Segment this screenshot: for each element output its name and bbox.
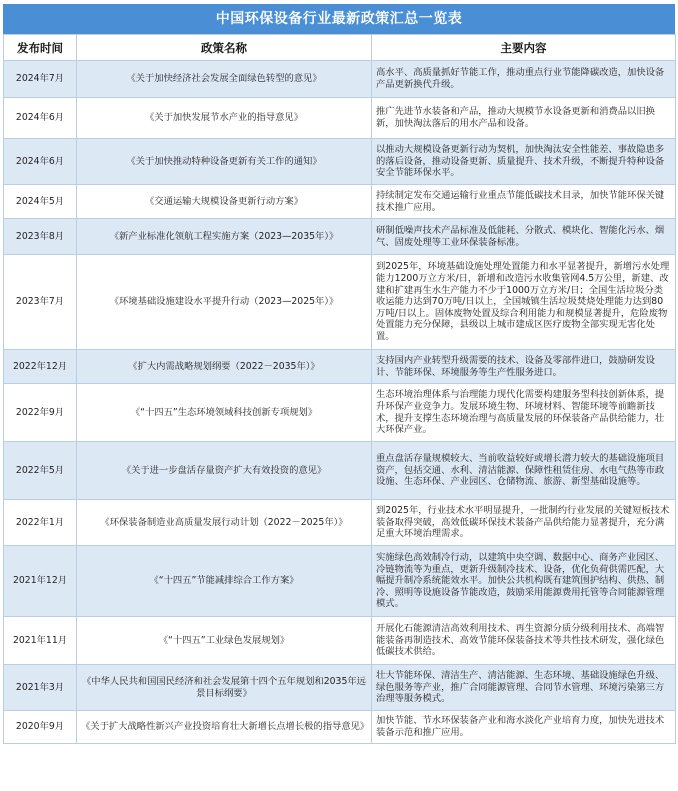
cell-date: 2022年12月 (4, 350, 77, 384)
table-row (4, 185, 676, 219)
table-row (4, 546, 676, 617)
cell-main-content: 生态环境治理体系与治理能力现代化需要构建服务型科技创新体系，提升环保产业竞争力。发展环境生物、环境材料、智能环境等前瞻新技术，提升支撑生态环境治理与高质量发展的环保装备产品供给能力，壮大环保产业。 (372, 384, 676, 442)
cell-main-content: 实施绿色高效制冷行动，以建筑中央空调、数据中心、商务产业园区、冷链物流等为重点，更新升级制冷技术、设备，优化负荷供需匹配，大幅提升制冷系统能效水平。加快公共机构既有建筑围护结构、供热、制冷、照明等设施设备节能改造，鼓励采用能源费用托管等合同能源管理模式。 (372, 546, 676, 617)
cell-policy-name: 《“十四五”工业绿色发展规划》 (77, 617, 372, 665)
table-row (4, 711, 676, 744)
table-row (4, 61, 676, 98)
table-row (4, 617, 676, 665)
cell-main-content: 高水平、高质量抓好节能工作，推动重点行业节能降碳改造，加快设备产品更新换代升级。 (372, 61, 676, 98)
cell-main-content: 壮大节能环保、清洁生产、清洁能源、生态环境、基础设施绿色升级、绿色服务等产业，推广合同能源管理、合同节水管理、环境污染第三方治理等服务模式。 (372, 665, 676, 711)
table-body (4, 61, 676, 744)
header-policy-name: 政策名称 (77, 35, 372, 61)
cell-date: 2023年7月 (4, 255, 77, 350)
table-title: 中国环保设备行业最新政策汇总一览表 (3, 4, 675, 34)
header-date: 发布时间 (4, 35, 77, 61)
table-row (4, 139, 676, 185)
cell-main-content: 加快节能、节水环保装备产业和海水淡化产业培育力度，加快先进技术装备示范和推广应用。 (372, 711, 676, 744)
cell-date: 2021年11月 (4, 617, 77, 665)
cell-policy-name: 《新产业标准化领航工程实施方案（2023—2035年）》 (77, 219, 372, 255)
cell-date: 2024年5月 (4, 185, 77, 219)
header-main-content: 主要内容 (372, 35, 676, 61)
cell-policy-name: 《关于加快推动特种设备更新有关工作的通知》 (77, 139, 372, 185)
cell-main-content: 到2025年，行业技术水平明显提升，一批制约行业发展的关键短板技术装备取得突破，高效低碳环保技术装备产品供给能力显著提升，充分满足重大环境治理需求。 (372, 500, 676, 546)
cell-policy-name: 《关于加快发展节水产业的指导意见》 (77, 98, 372, 139)
cell-main-content: 以推动大规模设备更新行动为契机，加快淘汰安全性能差、事故隐患多的落后设备，推动设备更新、质量提升、技术升级，不断提升特种设备安全节能环保水平。 (372, 139, 676, 185)
cell-date: 2021年12月 (4, 546, 77, 617)
cell-main-content: 重点盘活存量规模较大、当前收益较好或增长潜力较大的基础设施项目资产，包括交通、水利、清洁能源、保障性租赁住房、水电气热等市政设施、生态环保、产业园区、仓储物流、旅游、新型基础设施等。 (372, 442, 676, 500)
cell-policy-name: 《“十四五”节能减排综合工作方案》 (77, 546, 372, 617)
cell-date: 2020年9月 (4, 711, 77, 744)
cell-policy-name: 《“十四五”生态环境领域科技创新专项规划》 (77, 384, 372, 442)
cell-policy-name: 《中华人民共和国国民经济和社会发展第十四个五年规划和2035年远景目标纲要》 (77, 665, 372, 711)
cell-policy-name: 《环保装备制造业高质量发展行动计划（2022－2025年）》 (77, 500, 372, 546)
cell-date: 2021年3月 (4, 665, 77, 711)
cell-main-content: 支持国内产业转型升级需要的技术、设备及零部件进口，鼓励研发设计、节能环保、环境服务等生产性服务进口。 (372, 350, 676, 384)
cell-policy-name: 《关于扩大战略性新兴产业投资培育壮大新增长点增长极的指导意见》 (77, 711, 372, 744)
table-row (4, 219, 676, 255)
table-row (4, 384, 676, 442)
cell-date: 2022年5月 (4, 442, 77, 500)
cell-main-content: 研制低噪声技术产品标准及低能耗、分散式、模块化、智能化污水、烟气、固废处理等工业环保装备标准。 (372, 219, 676, 255)
cell-date: 2022年1月 (4, 500, 77, 546)
table-row (4, 255, 676, 350)
cell-date: 2024年6月 (4, 98, 77, 139)
cell-date: 2024年6月 (4, 139, 77, 185)
table-row (4, 442, 676, 500)
policy-table (3, 34, 676, 744)
cell-policy-name: 《关于进一步盘活存量资产扩大有效投资的意见》 (77, 442, 372, 500)
table-row (4, 500, 676, 546)
cell-policy-name: 《环境基础设施建设水平提升行动（2023—2025年）》 (77, 255, 372, 350)
cell-main-content: 推广先进节水装备和产品，推动大规模节水设备更新和消费品以旧换新，加快淘汰落后的用水产品和设备。 (372, 98, 676, 139)
cell-main-content: 开展化石能源清洁高效利用技术、再生资源分质分级利用技术、高端智能装备再制造技术、高效节能环保装备技术等共性技术研发，强化绿色低碳技术供给。 (372, 617, 676, 665)
header-row (4, 35, 676, 61)
cell-date: 2023年8月 (4, 219, 77, 255)
cell-policy-name: 《关于加快经济社会发展全面绿色转型的意见》 (77, 61, 372, 98)
cell-main-content: 持续制定发布交通运输行业重点节能低碳技术目录，加快节能环保关键技术推广应用。 (372, 185, 676, 219)
table-row (4, 665, 676, 711)
cell-main-content: 到2025年，环境基础设施处理处置能力和水平显著提升，新增污水处理能力1200万立方米/日，新增和改造污水收集管网4.5万公里，新建、改建和扩建再生水生产能力不少于1000万立方米/日；全国生活垃圾分类收运能力达到70万吨/日以上，全国城镇生活垃圾焚烧处理能力达到80万吨/日以上。固体废物处置及综合利用能力和规模显著提升，危险废物处置能力充分保障，县级以上城市建成区医疗废物全部实现无害化处置。 (372, 255, 676, 350)
table-row (4, 98, 676, 139)
cell-policy-name: 《交通运输大规模设备更新行动方案》 (77, 185, 372, 219)
table-row (4, 350, 676, 384)
cell-date: 2022年9月 (4, 384, 77, 442)
cell-date: 2024年7月 (4, 61, 77, 98)
cell-policy-name: 《扩大内需战略规划纲要（2022－2035年）》 (77, 350, 372, 384)
